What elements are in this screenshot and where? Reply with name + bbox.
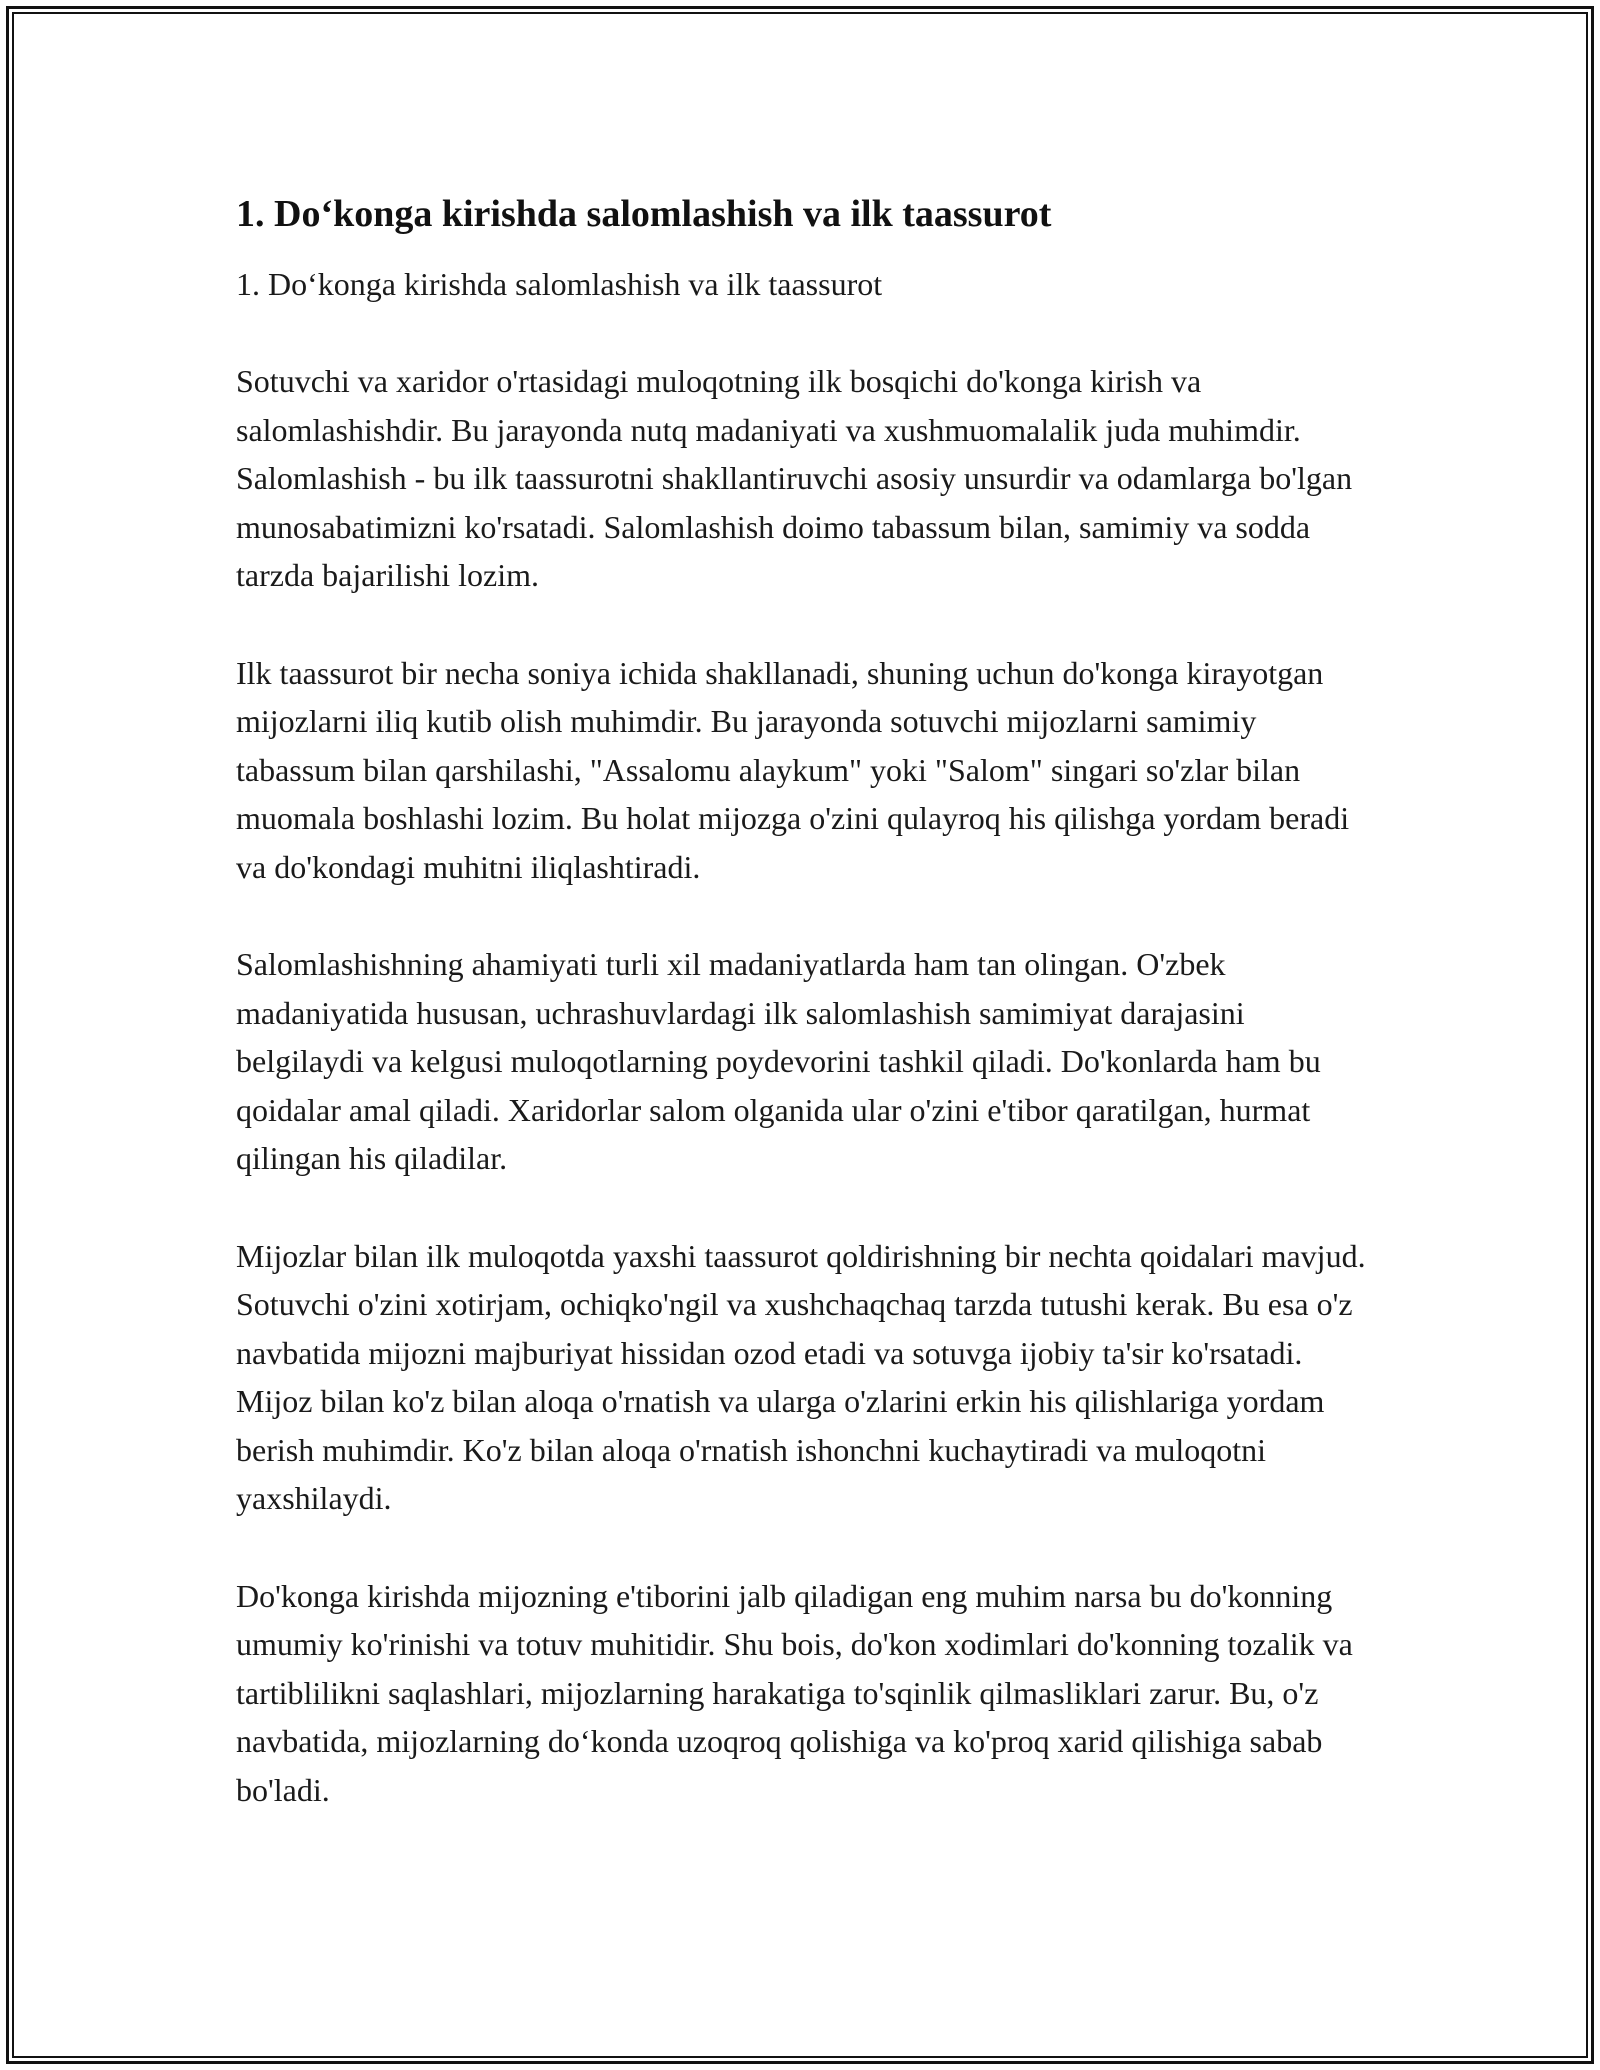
- paragraph-1: Sotuvchi va xaridor o'rtasidagi muloqotning ilk bosqichi do'konga kirish va salomlashishdir. Bu jarayonda nutq madaniyati va xushmuomalalik juda muhimdir. Salomlashish - bu ilk taassurotni shakllantiruvchi asosiy unsurdir va odamlarga bo'lgan munosabatimizni ko'rsatadi. Salomlashish doimo tabassum bilan, samimiy va sodda tarzda bajarilishi lozim.: [236, 363, 1353, 593]
- paragraph-3: Salomlashishning ahamiyati turli xil madaniyatlarda ham tan olingan. O'zbek madaniyatida hususan, uchrashuvlardagi ilk salomlashish samimiyat darajasini belgilaydi va kelgusi muloqotlarning poydevorini tashkil qiladi. Do'konlarda ham bu qoidalar amal qiladi. Xaridorlar salom olganida ular o'zini e'tibor qaratilgan, hurmat qilingan his qiladilar.: [236, 946, 1321, 1176]
- document-title: 1. Do‘konga kirishda salomlashish va ilk taassurot: [236, 193, 1052, 235]
- paragraph-4: Mijozlar bilan ilk muloqotda yaxshi taassurot qoldirishning bir nechta qoidalari mavjud. Sotuvchi o'zini xotirjam, ochiqko'ngil va xushchaqchaq tarzda tutushi kerak. Bu esa o'z navbatida mijozni majburiyat hissidan ozod etadi va sotuvga ijobiy ta'sir ko'rsatadi. Mijoz bilan ko'z bilan aloqa o'rnatish va ularga o'zlarini erkin his qilishlariga yordam berish muhimdir. Ko'z bilan aloqa o'rnatish ishonchni kuchaytiradi va muloqotni yaxshilaydi.: [236, 1237, 1366, 1516]
- paragraph-2: Ilk taassurot bir necha soniya ichida shakllanadi, shuning uchun do'konga kirayotgan mijozlarni iliq kutib olish muhimdir. Bu jarayonda sotuvchi mijozlarni samimiy tabassum bilan qarshilashi, "Assalomu alaykum" yoki "Salom" singari so'zlar bilan muomala boshlashi lozim. Bu holat mijozga o'zini qulayroq his qilishga yordam beradi va do'kondagi muhitni iliqlashtiradi.: [236, 654, 1350, 885]
- document-body: [236, 190, 1376, 1814]
- paragraph-5: Do'konga kirishda mijozning e'tiborini jalb qiladigan eng muhim narsa bu do'konning umumiy ko'rinishi va totuv muhitidir. Shu bois, do'kon xodimlari do'konning tozalik va tartiblilikni saqlashlari, mijozlarning harakatiga to'sqinlik qilmasliklari zarur. Bu, o'z navbatida, mijozlarning do‘konda uzoqroq qolishiga va ko'proq xarid qilishiga sabab bo'ladi.: [236, 1577, 1353, 1808]
- document-subtitle: 1. Do‘konga kirishda salomlashish va ilk taassurot: [236, 266, 883, 302]
